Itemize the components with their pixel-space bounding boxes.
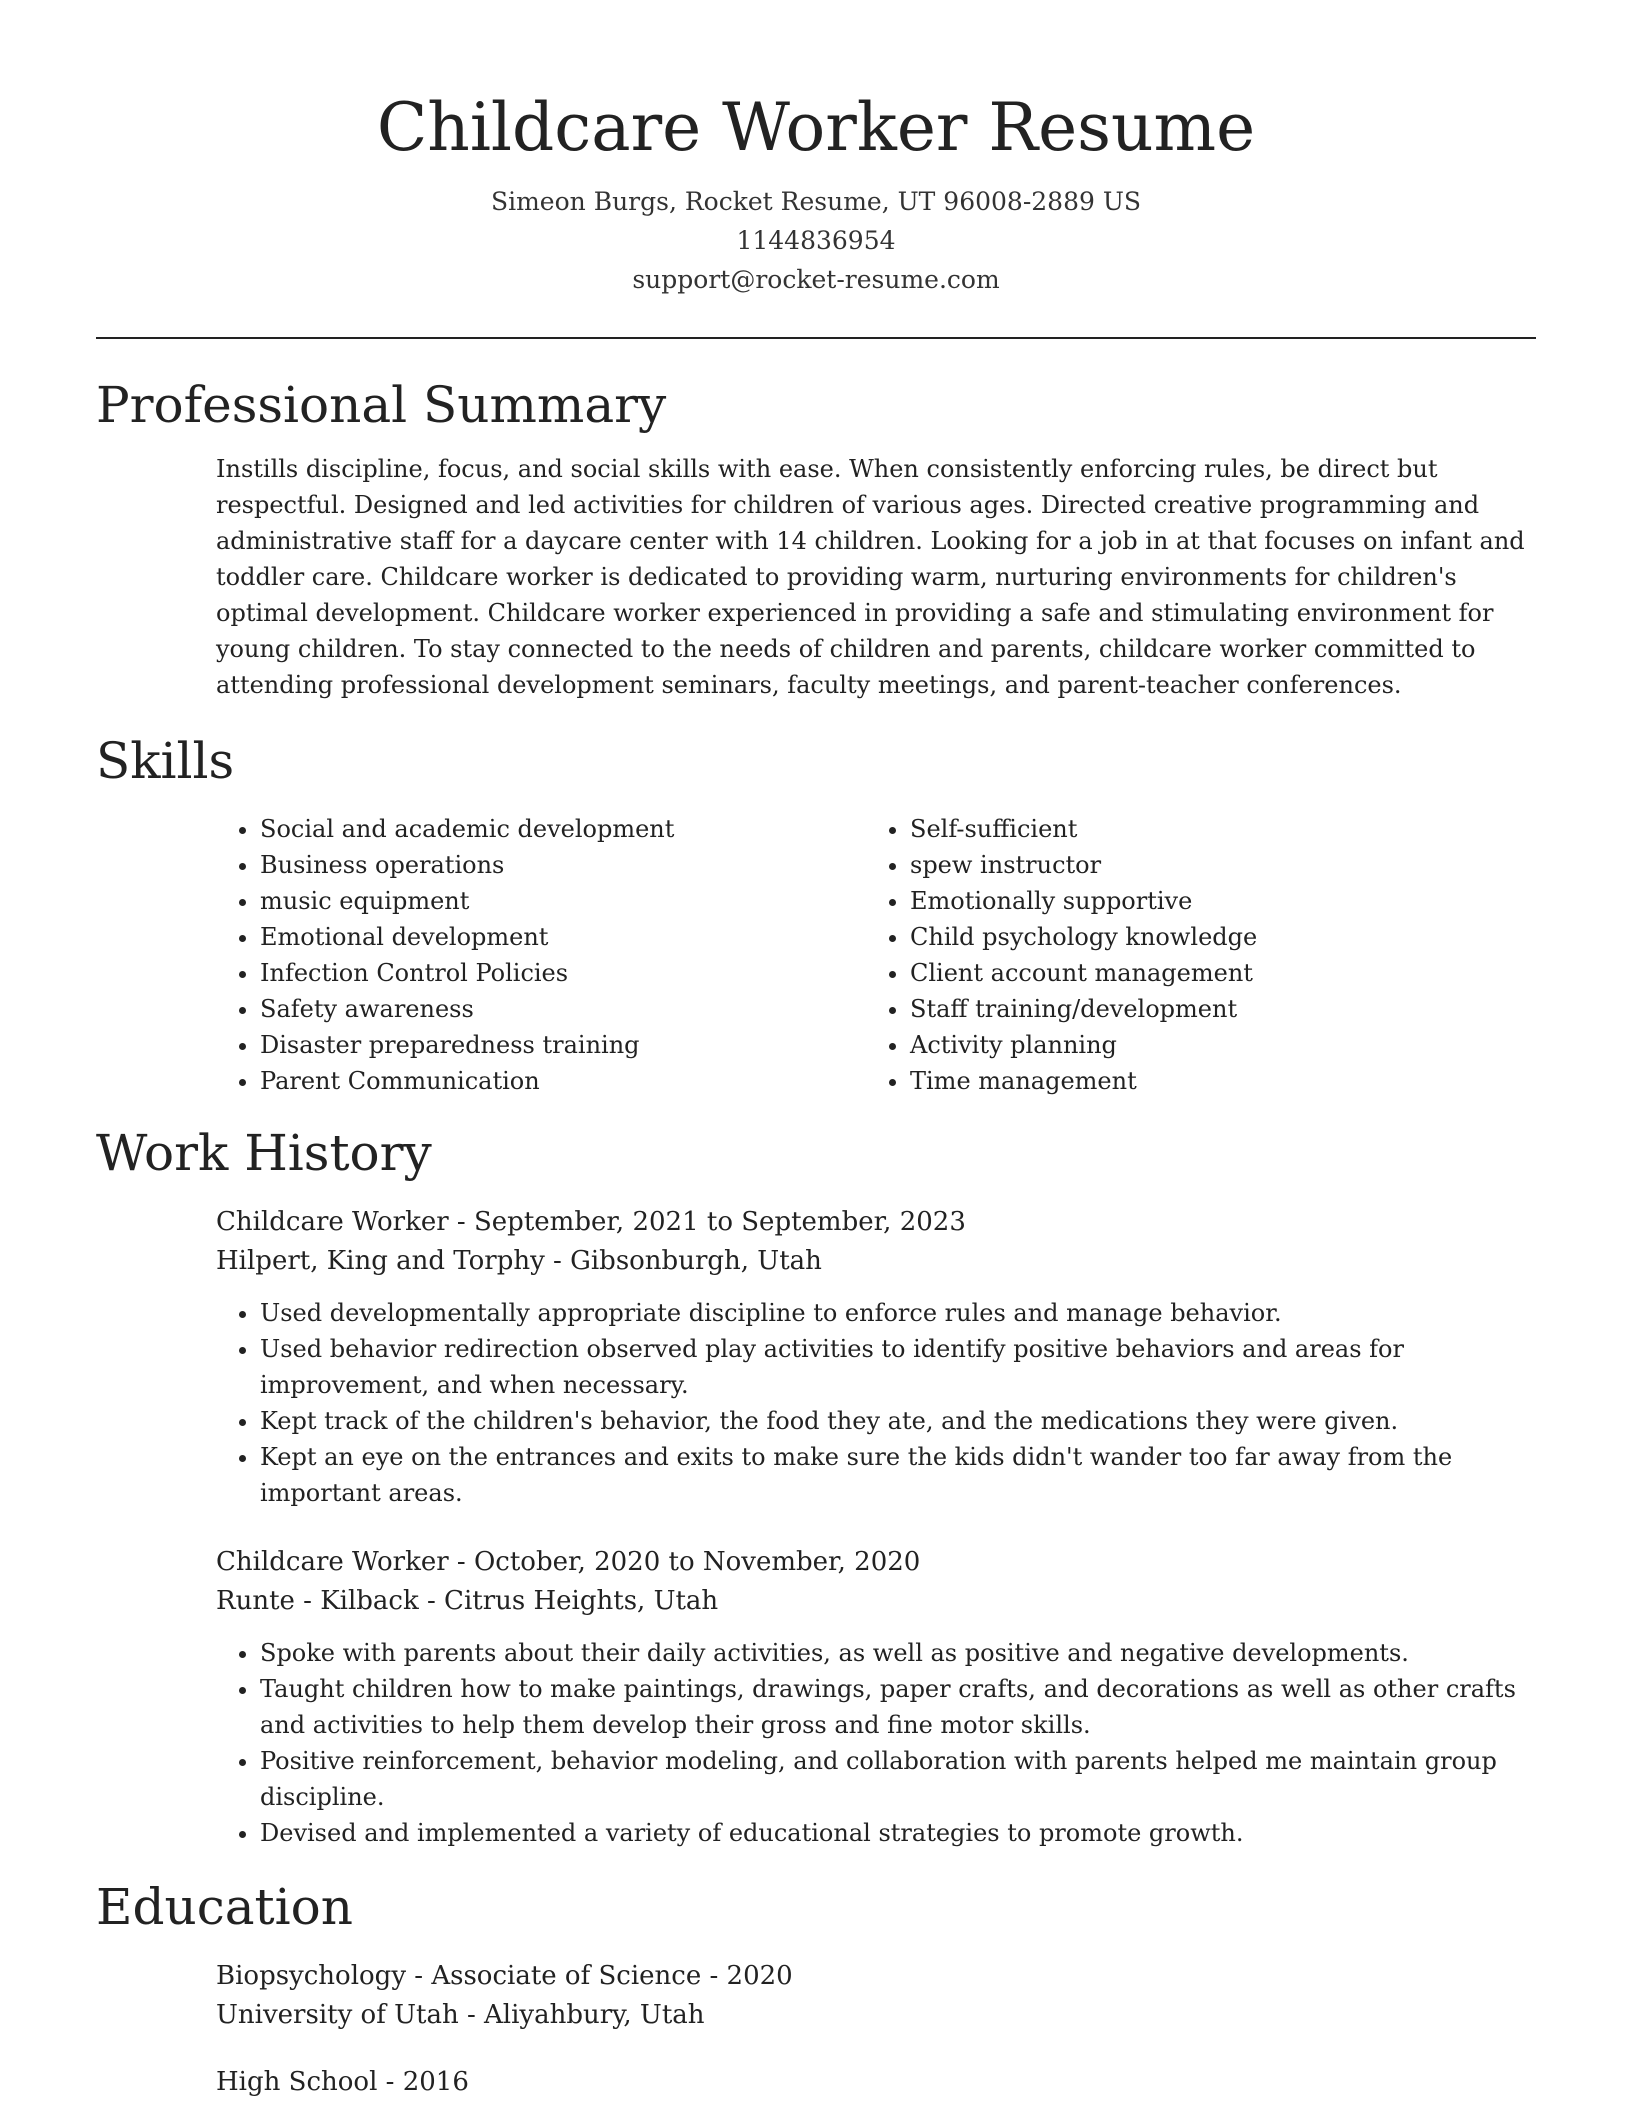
contact-info [96, 182, 1536, 299]
job-bullet: • Used developmentally appropriate discipline to enforce rules and manage behavior. [260, 1295, 1536, 1331]
education-degree-line: High School - 2016 [216, 2067, 469, 2097]
section-heading-skills: Skills [96, 732, 235, 790]
section-heading-work-history: Work History [96, 1124, 432, 1182]
skill-item: • Business operations [260, 847, 866, 883]
job-bullet: • Used behavior redirection observed play activities to identify positive behaviors and areas for improvement, and when necessary. [260, 1331, 1536, 1403]
skill-item: • Client account management [910, 955, 1516, 991]
skills-list-left [216, 811, 866, 1099]
skill-item: • Emotionally supportive [910, 883, 1516, 919]
job-entry [216, 1543, 1536, 1851]
skill-item: • music equipment [260, 883, 866, 919]
job-bullet: • Spoke with parents about their daily activities, as well as positive and negative developments. [260, 1635, 1536, 1671]
contact-address: Simeon Burgs, Rocket Resume, UT 96008-2889 US [490, 187, 1142, 216]
job-bullets [216, 1295, 1536, 1511]
skill-item: • Child psychology knowledge [910, 919, 1516, 955]
job-bullet: • Kept an eye on the entrances and exits to make sure the kids didn't wander too far away from the important areas. [260, 1439, 1536, 1511]
job-bullet: • Devised and implemented a variety of educational strategies to promote growth. [260, 1815, 1536, 1851]
skill-item: • Social and academic development [260, 811, 866, 847]
section-heading-education: Education [96, 1878, 353, 1936]
skill-item: • Disaster preparedness training [260, 1027, 866, 1063]
job-employer-line: Runte - Kilback - Citrus Heights, Utah [216, 1586, 719, 1616]
section-heading-summary: Professional Summary [96, 376, 667, 434]
education-degree-line: Biopsychology - Associate of Science - 2020 [216, 1961, 793, 1991]
job-title-line: Childcare Worker - September, 2021 to September, 2023 [216, 1207, 966, 1237]
resume-page [96, 0, 1536, 2102]
skills-list-right [866, 811, 1516, 1099]
skill-item: • Emotional development [260, 919, 866, 955]
education-entry [216, 1957, 1536, 2035]
education-entry [216, 2063, 1536, 2102]
resume-header [96, 0, 1536, 299]
skill-item: • Self-sufficient [910, 811, 1516, 847]
skill-item: • Parent Communication [260, 1063, 866, 1099]
job-bullet: • Positive reinforcement, behavior modeling, and collaboration with parents helped me maintain group discipline. [260, 1743, 1536, 1815]
skill-item: • Safety awareness [260, 991, 866, 1027]
work-history-section [96, 1121, 1536, 1851]
contact-phone: 1144836954 [736, 226, 896, 255]
skill-item: • Infection Control Policies [260, 955, 866, 991]
contact-email: support@rocket-resume.com [632, 265, 1000, 294]
job-title-line: Childcare Worker - October, 2020 to November, 2020 [216, 1547, 921, 1577]
skill-item: • Time management [910, 1063, 1516, 1099]
job-bullet: • Taught children how to make paintings, drawings, paper crafts, and decorations as well as other crafts and activities to help them develop their gross and fine motor skills. [260, 1671, 1536, 1743]
skill-item: • Activity planning [910, 1027, 1516, 1063]
header-divider [96, 337, 1536, 339]
job-bullets [216, 1635, 1536, 1851]
job-bullet: • Kept track of the children's behavior, the food they ate, and the medications they were given. [260, 1403, 1536, 1439]
professional-summary-section [96, 373, 1536, 703]
resume-title: Childcare Worker Resume [376, 89, 1256, 166]
skill-item: • Staff training/development [910, 991, 1516, 1027]
job-employer-line: Hilpert, King and Torphy - Gibsonburgh, Utah [216, 1246, 822, 1276]
job-entry [216, 1203, 1536, 1511]
skills-columns [216, 811, 1536, 1099]
skill-item: • spew instructor [910, 847, 1516, 883]
skills-section [96, 729, 1536, 1099]
summary-text: Instills discipline, focus, and social skills with ease. When consistently enforcing rules, be direct but respectful. Designed and led activities for children of various ages. Directed creative programming and administrative staff for a daycare center with 14 children. Looking for a job in at that focuses on infant and toddler care. Childcare worker is dedicated to providing warm, nurturing environments for children's optimal development. Childcare worker experienced in providing a safe and stimulating environment for young children. To stay connected to the needs of children and parents, childcare worker committed to attending professional development seminars, faculty meetings, and parent-teacher conferences. [216, 455, 1525, 699]
education-school-line: University of Utah - Aliyahbury, Utah [216, 2000, 705, 2030]
education-section [96, 1875, 1536, 2102]
